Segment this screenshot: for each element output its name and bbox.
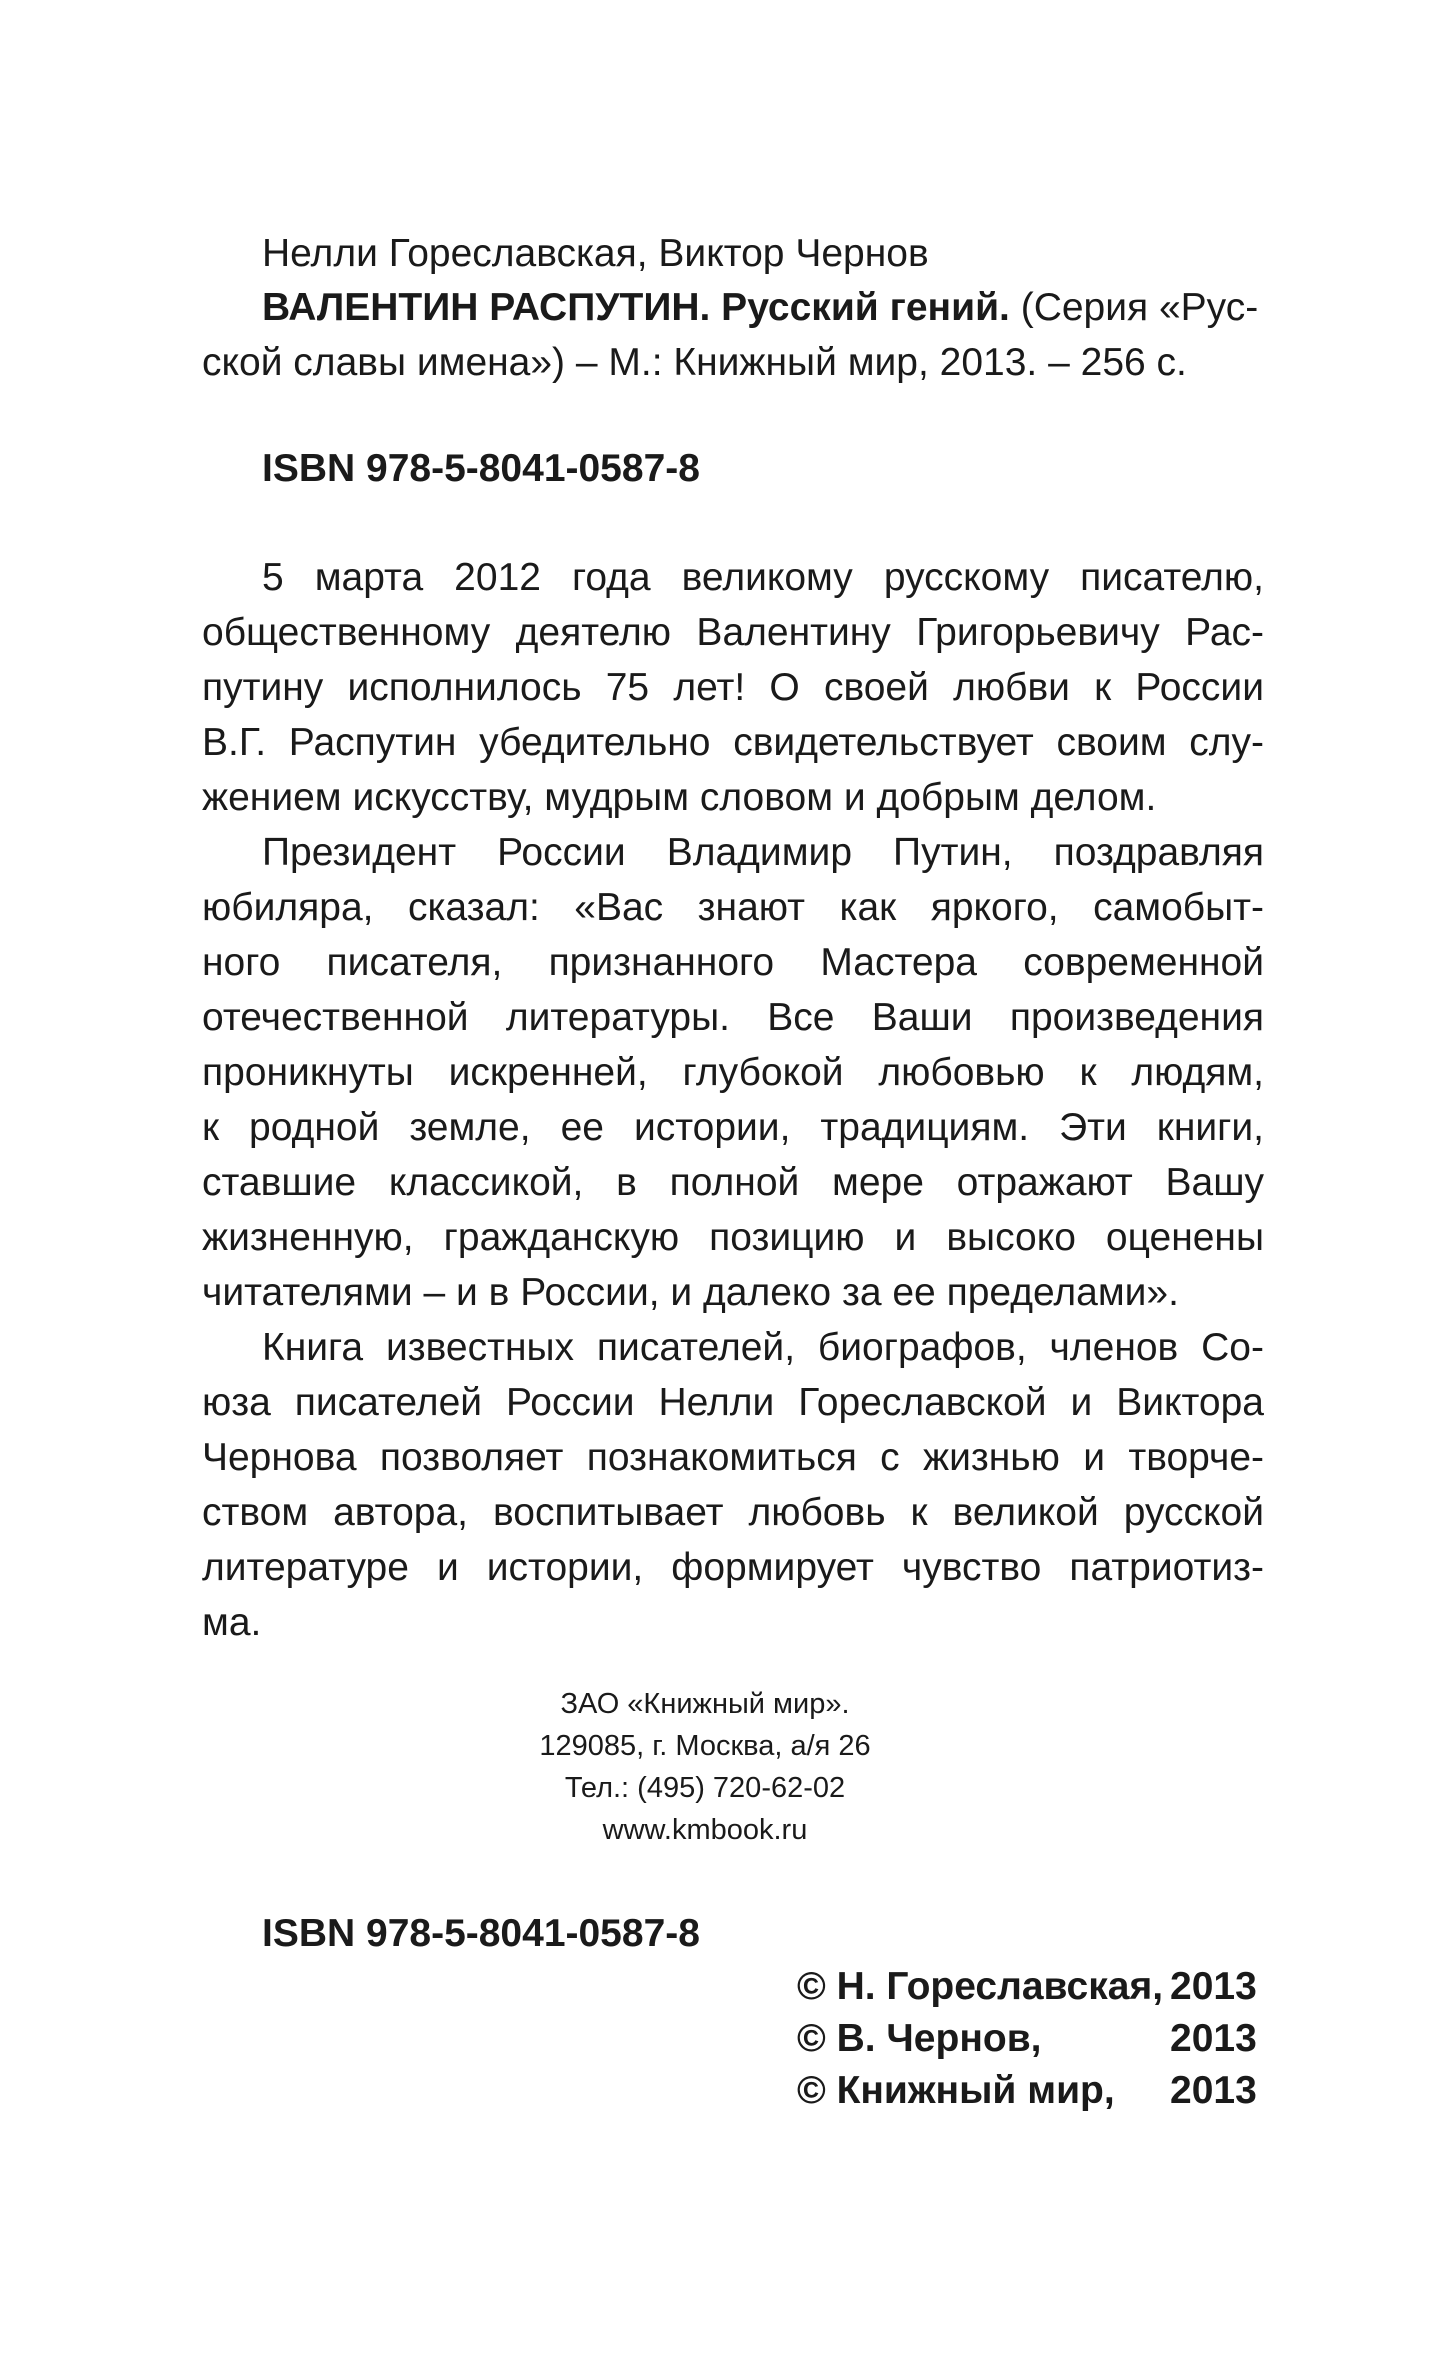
- annotation-line: литературе и истории, формирует чувство патриотиз-: [202, 1546, 1264, 1589]
- annotation-line: жением искусству, мудрым словом и добрым делом.: [202, 776, 1157, 819]
- annotation-line: ного писателя, признанного Мастера современной: [202, 941, 1264, 984]
- copyright-holder: © В. Чернов,: [797, 2017, 1042, 2060]
- annotation-line: В.Г. Распутин убедительно свидетельствует своим слу-: [202, 721, 1264, 764]
- annotation-line: юбиляра, сказал: «Вас знают как яркого, самобыт-: [202, 886, 1264, 929]
- copyright-year: 2013: [1170, 2069, 1257, 2112]
- annotation-line: ством автора, воспитывает любовь к великой русской: [202, 1491, 1264, 1534]
- annotation-line: юза писателей России Нелли Гореславской и Виктора: [202, 1381, 1264, 1424]
- authors-line: Нелли Гореславская, Виктор Чернов: [262, 232, 929, 275]
- annotation-line: 5 марта 2012 года великому русскому писателю,: [262, 556, 1264, 599]
- publisher-website: www.kmbook.ru: [602, 1814, 808, 1846]
- annotation-line: путину исполнилось 75 лет! О своей любви к России: [202, 666, 1264, 709]
- copyright-year: 2013: [1170, 2017, 1257, 2060]
- isbn-bottom: ISBN 978-5-8041-0587-8: [262, 1912, 700, 1955]
- annotation-line: отечественной литературы. Все Ваши произведения: [202, 996, 1264, 1039]
- copyright-holder: © Н. Гореславская,: [797, 1965, 1164, 2008]
- annotation-line: Президент России Владимир Путин, поздравляя: [262, 831, 1264, 874]
- copyright-year: 2013: [1170, 1965, 1257, 2008]
- copyright-holder: © Книжный мир,: [797, 2069, 1115, 2112]
- book-title: ВАЛЕНТИН РАСПУТИН. Русский гений.: [262, 286, 1010, 329]
- biblio-line-2: ской славы имена») – М.: Книжный мир, 2013. – 256 с.: [202, 341, 1187, 384]
- publisher-name: ЗАО «Книжный мир».: [560, 1688, 850, 1720]
- series-start: (Серия «Рус-: [1009, 286, 1259, 329]
- annotation-line: общественному деятелю Валентину Григорьевичу Рас-: [202, 611, 1264, 654]
- annotation-line: к родной земле, ее истории, традициям. Эти книги,: [202, 1106, 1264, 1149]
- annotation-line: Книга известных писателей, биографов, членов Со-: [262, 1326, 1264, 1369]
- annotation-line: жизненную, гражданскую позицию и высоко оценены: [202, 1216, 1264, 1259]
- publisher-phone: Тел.: (495) 720-62-02: [564, 1772, 846, 1804]
- annotation-line: ставшие классикой, в полной мере отражают Вашу: [202, 1161, 1264, 1204]
- annotation-line: проникнуты искренней, глубокой любовью к людям,: [202, 1051, 1264, 1094]
- annotation-line: Чернова позволяет познакомиться с жизнью и творче-: [202, 1436, 1264, 1479]
- annotation-line: ма.: [202, 1601, 262, 1644]
- publisher-address: 129085, г. Москва, а/я 26: [539, 1730, 871, 1762]
- annotation-line: читателями – и в России, и далеко за ее пределами».: [202, 1271, 1179, 1314]
- isbn-top: ISBN 978-5-8041-0587-8: [262, 447, 700, 490]
- biblio-line-1: [262, 286, 1258, 330]
